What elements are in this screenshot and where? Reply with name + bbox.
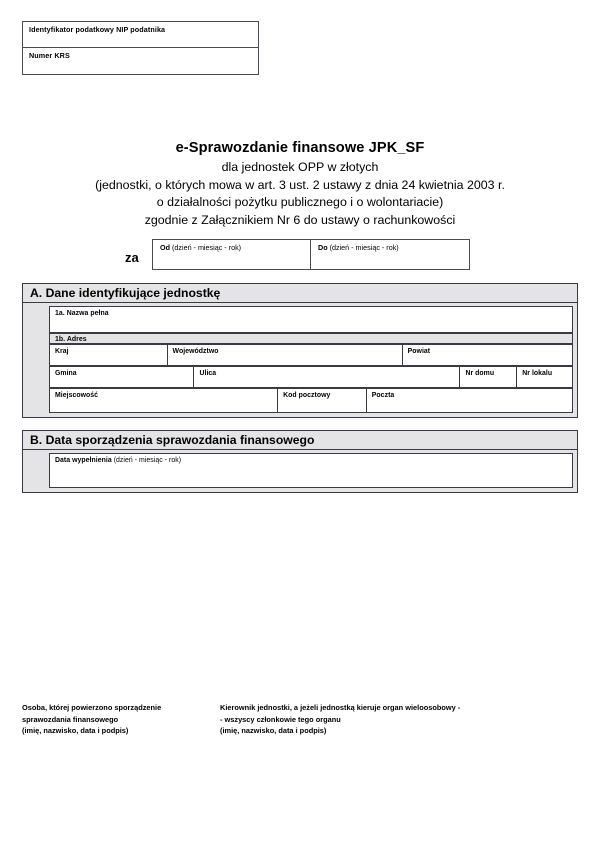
manager-line-2: - wszyscy członkowie tego organu (220, 714, 341, 724)
poczta-label: Poczta (371, 392, 395, 399)
section-a-body (23, 303, 577, 417)
krs-label: Numer KRS (29, 51, 70, 60)
powiat-field[interactable] (402, 344, 573, 366)
gmina-field[interactable] (49, 366, 193, 388)
period-from-label: Od (160, 243, 170, 252)
ulica-label: Ulica (199, 370, 217, 377)
document-title-block (0, 140, 600, 229)
data-wypelnienia-label (50, 454, 572, 465)
wojewodztwo-field[interactable] (167, 344, 402, 366)
period-range-box (152, 239, 470, 270)
period-to-label: Do (318, 243, 328, 252)
miejscowosc-label: Miejscowość (55, 392, 99, 399)
manager-line-1: Kierownik jednostki, a jeżeli jednostką kieruje organ wieloosobowy - (220, 703, 461, 712)
nr-domu-label: Nr domu (465, 370, 495, 377)
gmina-label: Gmina (55, 370, 77, 377)
kod-pocztowy-label: Kod pocztowy (283, 392, 331, 399)
poczta-field[interactable] (366, 388, 573, 413)
page-title: e-Sprawozdanie finansowe JPK_SF (175, 140, 425, 156)
address-row-street (49, 366, 573, 388)
period-to-field[interactable] (311, 240, 469, 269)
signature-block-preparer (22, 702, 161, 737)
address-group-label: 1b. Adres (55, 336, 87, 343)
full-name-label: 1a. Nazwa pełna (55, 310, 109, 317)
ulica-field[interactable] (193, 366, 459, 388)
data-wypelnienia-field[interactable] (49, 453, 573, 488)
section-b-report-date (22, 430, 578, 493)
krs-field[interactable] (23, 48, 258, 74)
section-a-identification (22, 283, 578, 418)
nip-label: Identyfikator podatkowy NIP podatnika (29, 25, 166, 34)
data-wypelnienia-hint: (dzień - miesiąc - rok) (113, 457, 182, 464)
full-name-field[interactable] (49, 306, 573, 333)
period-za-label: za (125, 250, 139, 265)
preparer-line-3: (imię, nazwisko, data i podpis) (22, 726, 129, 736)
period-from-hint: (dzień - miesiąc - rok) (171, 243, 242, 252)
address-group-header (49, 333, 573, 344)
nr-lokalu-field[interactable] (516, 366, 573, 388)
kod-pocztowy-field[interactable] (277, 388, 366, 413)
address-row-city (49, 388, 573, 413)
period-to-hint: (dzień - miesiąc - rok) (329, 243, 399, 252)
kraj-label: Kraj (55, 348, 69, 355)
title-subtitle-line-4: zgodnie z Załącznikiem Nr 6 do ustawy o rachunkowości (144, 212, 456, 227)
section-b-body (23, 450, 577, 492)
title-subtitle-line-2: (jednostki, o których mowa w art. 3 ust. 2 ustawy z dnia 24 kwietnia 2003 r. (95, 177, 505, 192)
manager-line-3: (imię, nazwisko, data i podpis) (220, 726, 327, 736)
preparer-line-2: sprawozdania finansowego (22, 714, 119, 724)
data-wypelnienia-label-text: Data wypełnienia (55, 457, 112, 464)
miejscowosc-field[interactable] (49, 388, 277, 413)
nr-domu-field[interactable] (459, 366, 516, 388)
section-a-header: A. Dane identyfikujące jednostkę (23, 284, 577, 303)
preparer-line-1: Osoba, której powierzono sporządzenie (22, 703, 162, 712)
nip-field[interactable] (23, 22, 258, 48)
title-subtitle-line-1: dla jednostek OPP w złotych (221, 160, 379, 174)
kraj-field[interactable] (49, 344, 167, 366)
section-b-header: B. Data sporządzenia sprawozdania finansowego (23, 431, 577, 450)
signature-block-manager (220, 702, 460, 737)
powiat-label: Powiat (407, 348, 431, 355)
title-subtitle-line-3: o działalności pożytku publicznego i o wolontariacie) (156, 195, 444, 209)
taxpayer-identification-box (22, 21, 259, 75)
period-from-field[interactable] (153, 240, 311, 269)
nr-lokalu-label: Nr lokalu (522, 370, 553, 377)
wojewodztwo-label: Województwo (172, 348, 219, 355)
address-row-country (49, 344, 573, 366)
